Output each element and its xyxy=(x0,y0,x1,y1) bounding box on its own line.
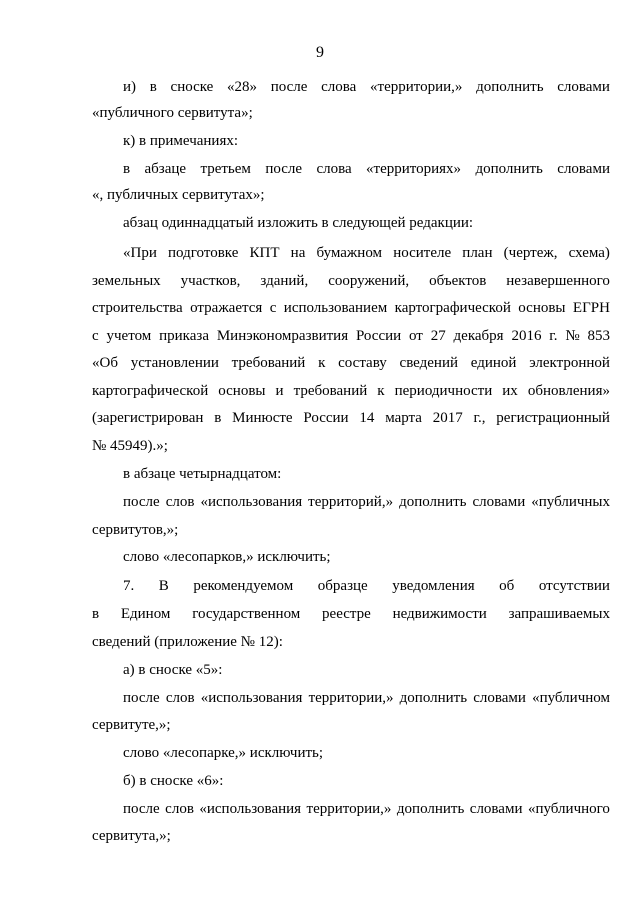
text-line: а) в сноске «5»: xyxy=(123,662,223,678)
word: территории,» xyxy=(306,801,392,817)
word: приказа xyxy=(159,328,209,344)
word: дополнить xyxy=(399,494,467,510)
word: с xyxy=(269,300,277,316)
word: «использования xyxy=(200,494,303,510)
word: России xyxy=(303,410,349,426)
text-line: сервитута,»; xyxy=(92,828,171,844)
text-line xyxy=(92,354,610,372)
word: (чертеж, xyxy=(503,245,558,261)
word: электронной xyxy=(529,355,610,371)
word: г., xyxy=(473,410,486,426)
word: третьем xyxy=(200,161,251,177)
text-line xyxy=(92,409,610,427)
word: в xyxy=(214,410,222,426)
text-line: сервитутов,»; xyxy=(92,522,179,538)
word: от xyxy=(409,328,423,344)
word: в xyxy=(92,606,100,622)
word: основы xyxy=(518,300,566,316)
word: на xyxy=(290,245,306,261)
word: территорий,» xyxy=(308,494,394,510)
text-line: б) в сноске «6»: xyxy=(123,773,224,789)
word: уведомления xyxy=(392,578,475,594)
word: абзаце xyxy=(144,161,187,177)
word: и) xyxy=(123,79,137,95)
word: 2016 xyxy=(511,328,542,344)
text-line xyxy=(92,327,610,345)
word: России xyxy=(355,328,402,344)
word: реестре xyxy=(322,606,371,622)
word: словами xyxy=(472,494,526,510)
text-line xyxy=(123,244,610,262)
word: «Об xyxy=(92,355,118,371)
word: «использования xyxy=(200,690,303,706)
text-line xyxy=(92,272,610,290)
text-line: № 45949).»; xyxy=(92,438,168,454)
word: «территории,» xyxy=(370,79,463,95)
text-line: сервитуте,»; xyxy=(92,717,171,733)
text-line: в абзаце четырнадцатом: xyxy=(123,466,282,482)
word: дополнить xyxy=(476,79,544,95)
text-line xyxy=(123,577,610,595)
word: в xyxy=(149,79,157,95)
word: «публичных xyxy=(531,494,610,510)
word: дополнить xyxy=(399,690,468,706)
word: слова xyxy=(321,79,357,95)
text-line: слово «лесопарке,» исключить; xyxy=(123,745,324,761)
word: регистрационный xyxy=(496,410,610,426)
word: словами xyxy=(473,690,526,706)
text-line xyxy=(123,493,610,511)
word: единой xyxy=(470,355,517,371)
text-line xyxy=(123,160,610,178)
word: дополнить xyxy=(396,801,465,817)
word: недвижимости xyxy=(392,606,487,622)
word: к xyxy=(318,355,326,371)
word: использованием xyxy=(283,300,388,316)
text-line xyxy=(92,605,610,623)
word: участков, xyxy=(180,273,241,289)
word: составу xyxy=(338,355,387,371)
word: обновления» xyxy=(527,383,610,399)
word: запрашиваемых xyxy=(508,606,610,622)
word: картографической xyxy=(92,383,209,399)
word: 7. xyxy=(123,578,135,594)
word: строительства xyxy=(92,300,183,316)
word: государственном xyxy=(192,606,301,622)
word: Едином xyxy=(120,606,171,622)
word: после xyxy=(123,801,160,817)
text-line xyxy=(92,299,610,317)
text-line: сведений (приложение № 12): xyxy=(92,634,283,650)
word: слов xyxy=(165,494,195,510)
word: словами xyxy=(557,79,610,95)
text-line xyxy=(92,382,610,400)
word: слов xyxy=(165,690,195,706)
word: основы xyxy=(218,383,266,399)
word: требований xyxy=(231,355,306,371)
word: установлении xyxy=(130,355,219,371)
word: 2017 xyxy=(432,410,463,426)
text-line: «, публичных сервитутах»; xyxy=(92,187,265,203)
word: «территориях» xyxy=(366,161,462,177)
word: отражается xyxy=(190,300,263,316)
text-line: слово «лесопарков,» исключить; xyxy=(123,549,331,565)
text-line xyxy=(123,800,610,818)
word: сноске xyxy=(170,79,214,95)
word: периодичности xyxy=(394,383,493,399)
word: словами xyxy=(557,161,610,177)
word: ЕГРН xyxy=(572,300,610,316)
text-line: «публичного сервитута»; xyxy=(92,105,253,121)
word: КПТ xyxy=(249,245,280,261)
word: сооружений, xyxy=(328,273,410,289)
word: зданий, xyxy=(260,273,309,289)
word: 27 xyxy=(430,328,446,344)
word: после xyxy=(270,79,308,95)
word: после xyxy=(265,161,303,177)
word: отсутствии xyxy=(538,578,610,594)
word: Минэкономразвития xyxy=(216,328,349,344)
word: 853 xyxy=(587,328,610,344)
word: г. xyxy=(549,328,558,344)
word: план xyxy=(462,245,493,261)
word: слов xyxy=(165,801,194,817)
word: после xyxy=(123,690,160,706)
word: декабря xyxy=(453,328,504,344)
word: В xyxy=(158,578,169,594)
word: «28» xyxy=(227,79,258,95)
word: (зарегистрирован xyxy=(92,410,204,426)
text-line xyxy=(123,78,610,96)
word: и xyxy=(275,383,284,399)
word: «публичном xyxy=(532,690,610,706)
word: их xyxy=(502,383,518,399)
word: учетом xyxy=(106,328,152,344)
word: сведений xyxy=(399,355,459,371)
word: «использования xyxy=(199,801,302,817)
word: земельных xyxy=(92,273,161,289)
word: дополнить xyxy=(475,161,543,177)
word: «публичного xyxy=(527,801,610,817)
word: территории,» xyxy=(308,690,394,706)
word: образце xyxy=(317,578,368,594)
word: к xyxy=(377,383,385,399)
word: рекомендуемом xyxy=(193,578,294,594)
text-line: к) в примечаниях: xyxy=(123,133,239,149)
text-line xyxy=(123,689,610,707)
word: Минюсте xyxy=(232,410,293,426)
word: бумажном xyxy=(316,245,383,261)
word: с xyxy=(92,328,99,344)
word: об xyxy=(499,578,515,594)
word: после xyxy=(123,494,160,510)
word: объектов xyxy=(429,273,487,289)
word: незавершенного xyxy=(506,273,610,289)
word: носителе xyxy=(393,245,452,261)
word: 14 xyxy=(359,410,375,426)
word: схема) xyxy=(568,245,610,261)
word: словами xyxy=(469,801,523,817)
word: картографической xyxy=(394,300,511,316)
word: марта xyxy=(385,410,422,426)
word: слова xyxy=(316,161,352,177)
word: в xyxy=(123,161,131,177)
text-line: абзац одиннадцатый изложить в следующей редакции: xyxy=(123,215,474,231)
page-number: 9 xyxy=(316,44,324,61)
word: № xyxy=(565,328,580,344)
word: требований xyxy=(293,383,368,399)
word: подготовке xyxy=(168,245,239,261)
word: «При xyxy=(123,245,157,261)
